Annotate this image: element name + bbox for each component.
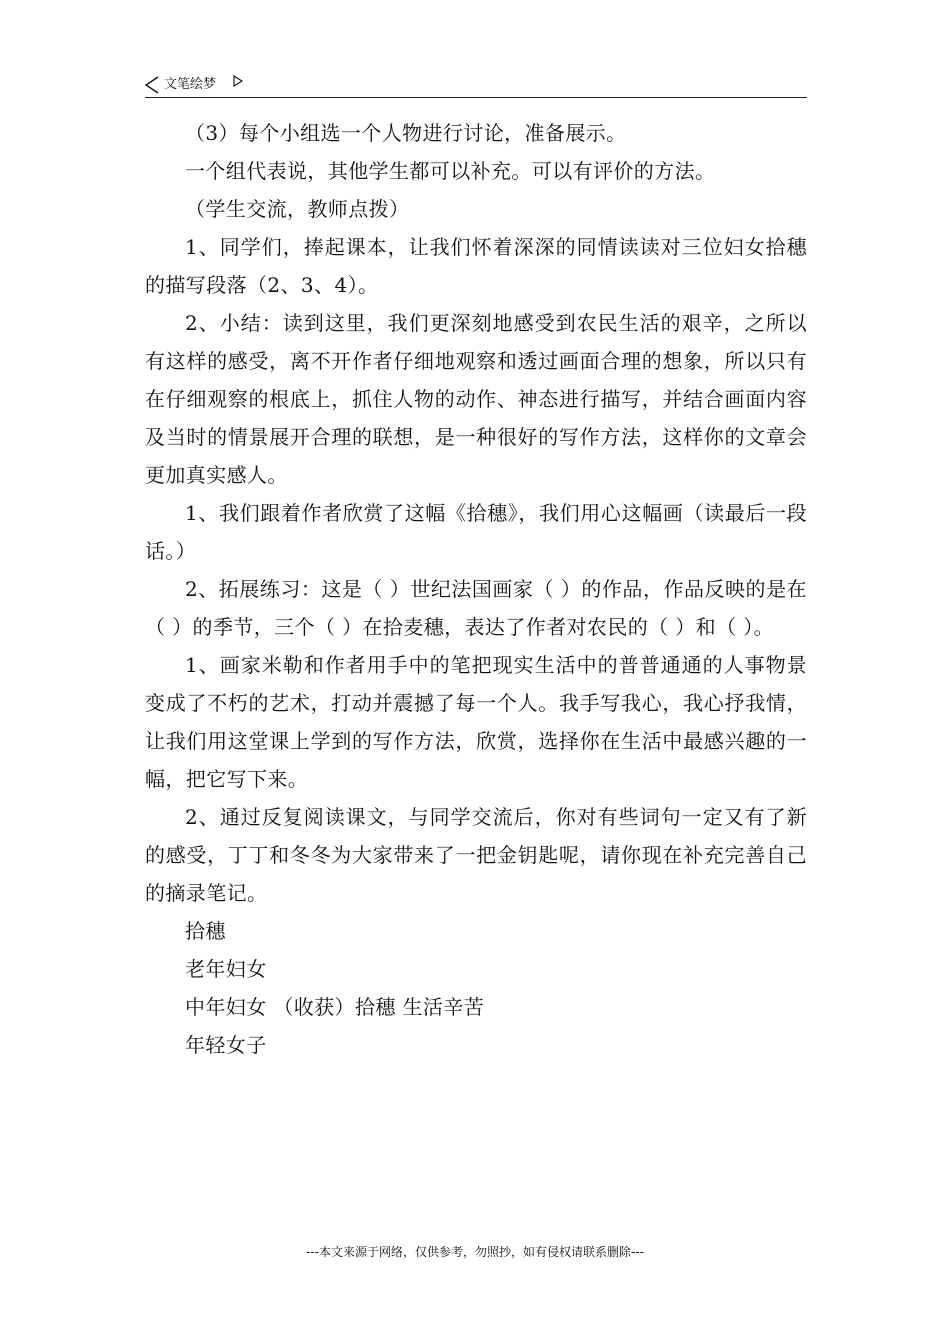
paragraph: （3）每个小组选一个人物进行讨论，准备展示。 bbox=[185, 121, 627, 145]
note-line: 拾穗 bbox=[185, 919, 226, 943]
paragraph: 2、小结：读到这里，我们更深刻地感受到农民生活的艰辛，之所以有这样的感受，离不开作者仔细地观察和透过画面合理的想象，所以只有在仔细观察的根底上，抓住人物的动作、神态进行描写，并结合画面内容及当时的情景展开合理的联想，是一种很好的写作方法，这样你的文章会更加真实感人。 bbox=[145, 311, 807, 487]
paragraph: （学生交流，教师点拨） bbox=[185, 197, 410, 221]
document-body bbox=[145, 114, 807, 1064]
paragraph: 2、拓展练习：这是（ ）世纪法国画家（ ）的作品，作品反映的是在（ ）的季节，三个（ ）在拾麦穗，表达了作者对农民的（ ）和（ ）。 bbox=[145, 577, 807, 639]
header-divider bbox=[145, 97, 807, 98]
left-triangle-icon bbox=[145, 76, 159, 94]
paragraph: 1、我们跟着作者欣赏了这幅《拾穗》，我们用心这幅画（读最后一段话。） bbox=[145, 501, 807, 563]
note-line: 年轻女子 bbox=[185, 1033, 267, 1057]
header-title: 文笔绘梦 bbox=[164, 77, 217, 92]
paragraph: 1、画家米勒和作者用手中的笔把现实生活中的普普通通的人事物景变成了不朽的艺术，打动并震撼了每一个人。我手写我心，我心抒我情，让我们用这堂课上学到的写作方法，欣赏，选择你在生活中最感兴趣的一幅，把它写下来。 bbox=[145, 653, 807, 791]
paragraph: 一个组代表说，其他学生都可以补充。可以有评价的方法。 bbox=[185, 159, 716, 183]
right-triangle-icon bbox=[233, 75, 243, 87]
page-footer: ---本文来源于网络，仅供参考，勿照抄，如有侵权请联系删除--- bbox=[306, 1245, 644, 1259]
note-line: 老年妇女 bbox=[185, 957, 267, 981]
page-header bbox=[145, 74, 807, 98]
paragraph: 1、同学们，捧起课本，让我们怀着深深的同情读读对三位妇女拾穗的描写段落（2、3、4）。 bbox=[145, 235, 807, 297]
note-line: 中年妇女 （收获）拾穗 生活辛苦 bbox=[185, 995, 485, 1019]
paragraph: 2、通过反复阅读课文，与同学交流后，你对有些词句一定又有了新的感受，丁丁和冬冬为大家带来了一把金钥匙呢，请你现在补充完善自己的摘录笔记。 bbox=[145, 805, 807, 905]
